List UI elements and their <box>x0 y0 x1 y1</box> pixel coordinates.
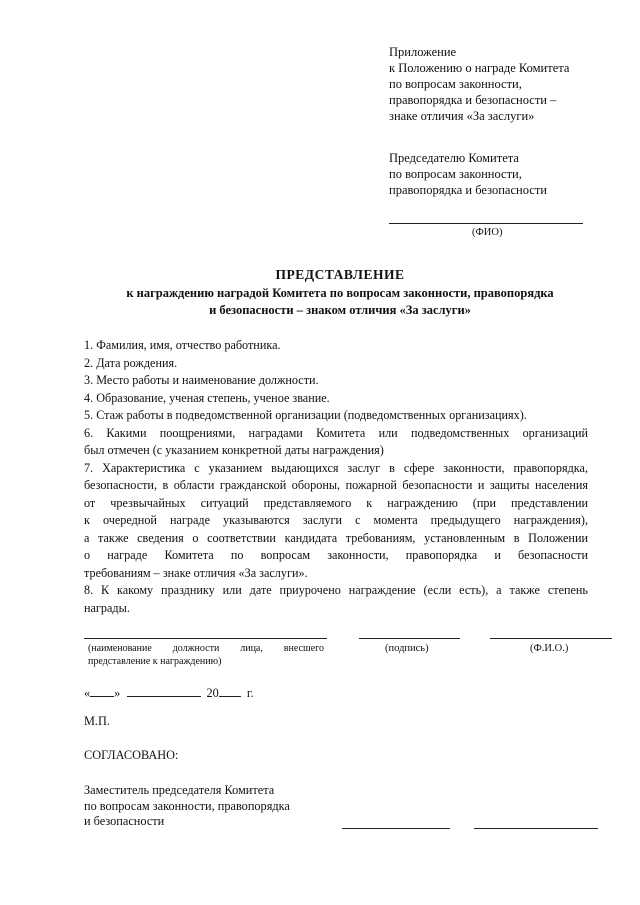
signature-line <box>359 638 460 639</box>
year-prefix: 20 <box>206 686 219 700</box>
list-item: 3. Место работы и наименование должности. <box>84 373 319 387</box>
list-item: 2. Дата рождения. <box>84 355 178 370</box>
position-signature-line <box>84 638 327 639</box>
addressee-line: по вопросам законности, <box>389 167 522 181</box>
year-blank <box>219 684 241 697</box>
month-blank <box>127 684 201 697</box>
list-item: 7. Характеристика с указанием выдающихся заслуг в сфере законности, правопорядка, <box>84 460 588 475</box>
year-suffix: г. <box>246 686 254 700</box>
appendix-line: к Положению о награде Комитета <box>389 61 570 75</box>
deputy-line: по вопросам законности, правопорядка <box>84 798 290 813</box>
list-item-continuation: был отмечен (с указанием конкретной даты награждения) <box>84 443 384 457</box>
list-item: 5. Стаж работы в подведомственной организации (подведомственных организациях). <box>84 408 527 422</box>
agreed-heading: СОГЛАСОВАНО: <box>84 748 179 762</box>
addressee-block <box>389 150 547 198</box>
document-subtitle-line: к награждению наградой Комитета по вопросам законности, правопорядка <box>126 286 554 300</box>
document-title: ПРЕДСТАВЛЕНИЕ <box>275 267 405 282</box>
items-list <box>84 337 588 617</box>
list-item-continuation: награды. <box>84 600 130 615</box>
date-open-quote: « <box>84 686 91 700</box>
appendix-block <box>389 44 569 124</box>
date-close-quote: » <box>114 686 121 700</box>
signature-caption: (подпись) <box>385 643 429 654</box>
deputy-fio-line <box>474 828 598 829</box>
list-item-continuation: о награде Комитета по вопросам законности, правопорядка и безопасности <box>84 548 588 562</box>
addressee-fio-caption: (ФИО) <box>472 227 503 238</box>
list-item-continuation: к очередной награде указываются заслуги с момента предыдущего награждения), <box>84 513 588 527</box>
deputy-signature-line <box>342 828 450 829</box>
addressee-line: Председателю Комитета <box>389 151 519 165</box>
list-item: 1. Фамилия, имя, отчество работника. <box>84 338 281 352</box>
deputy-block <box>84 783 290 830</box>
appendix-line: правопорядка и безопасности – <box>389 93 557 107</box>
list-item-continuation: безопасности, в области гражданской обороны, пожарной безопасности и защиты населения <box>84 478 588 492</box>
seal-mark: М.П. <box>84 714 110 728</box>
deputy-line: Заместитель председателя Комитета <box>84 783 275 797</box>
position-caption-continuation: представление к награждению) <box>88 656 222 667</box>
appendix-line: знаке отличия «За заслуги» <box>389 109 535 123</box>
list-item: 4. Образование, ученая степень, ученое звание. <box>84 390 330 405</box>
document-subtitle-line: и безопасности – знаком отличия «За заслуги» <box>209 303 471 317</box>
deputy-line: и безопасности <box>84 814 165 828</box>
list-item-continuation: требованиям – знаке отличия «За заслуги». <box>84 565 308 580</box>
list-item: 8. К какому празднику или дате приурочено награждение (если есть), а также степень <box>84 583 588 597</box>
appendix-line: по вопросам законности, <box>389 77 522 91</box>
fio-signature-line <box>490 638 612 639</box>
list-item-continuation: от чрезвычайных ситуаций представляемого к награждению (при представлении <box>84 495 588 510</box>
date-line <box>84 684 254 701</box>
addressee-line: правопорядка и безопасности <box>389 183 547 197</box>
position-caption: (наименование должности лица, внесшего <box>88 643 324 654</box>
appendix-line: Приложение <box>389 45 457 59</box>
day-blank <box>90 684 114 697</box>
list-item-continuation: а также сведения о соответствии кандидата требованиям, установленным в Положении <box>84 530 588 545</box>
addressee-fio-line <box>389 223 583 224</box>
fio-caption: (Ф.И.О.) <box>530 643 569 654</box>
list-item: 6. Какими поощрениями, наградами Комитета или подведомственных организаций <box>84 425 588 440</box>
